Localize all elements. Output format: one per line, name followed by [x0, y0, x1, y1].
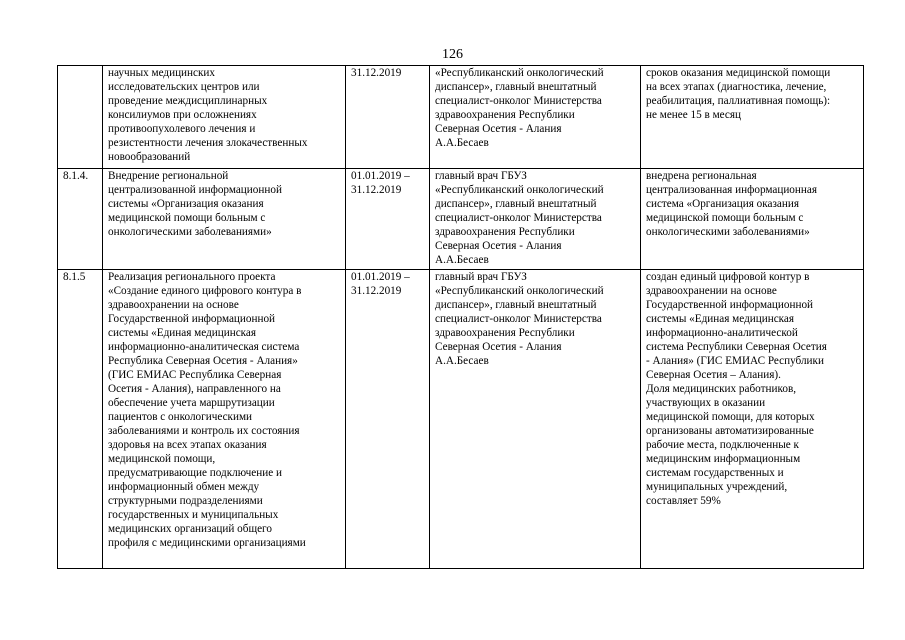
item-number-cell: 8.1.4.: [58, 169, 103, 270]
event-cell: Внедрение региональной централизованной информационной системы «Организация оказания медицинской помощи больным с онкологическими заболеваниями»: [103, 169, 346, 270]
item-number-cell: [58, 66, 103, 169]
result-cell: создан единый цифровой контур в здравоохранении на основе Государственной информационной системы «Единая медицинская информационно-аналитической система Республики Северная Осетия - Алания» (ГИС ЕМИАС Республики Северная Осетия – Алания). Доля медицинских работников, участвующих в оказании медицинской помощи, для которых организованы автоматизированные рабочие места, подключенные к медицинским информационным системам государственных и муниципальных учреждений, составляет 59%: [641, 270, 864, 569]
responsible-cell: главный врач ГБУЗ «Республиканский онкологический диспансер», главный внештатный специалист-онколог Министерства здравоохранения Республики Северная Осетия - Алания А.А.Бесаев: [430, 270, 641, 569]
responsible-cell: главный врач ГБУЗ «Республиканский онкологический диспансер», главный внештатный специалист-онколог Министерства здравоохранения Республики Северная Осетия - Алания А.А.Бесаев: [430, 169, 641, 270]
table-row: [58, 66, 864, 169]
responsible-cell: «Республиканский онкологический диспансер», главный внештатный специалист-онколог Министерства здравоохранения Республики Северная Осетия - Алания А.А.Бесаев: [430, 66, 641, 169]
item-number-cell: 8.1.5: [58, 270, 103, 569]
result-cell: внедрена региональная централизованная информационная система «Организация оказания медицинской помощи больным с онкологическими заболеваниями»: [641, 169, 864, 270]
table-row: [58, 270, 864, 569]
result-cell: сроков оказания медицинской помощи на всех этапах (диагностика, лечение, реабилитация, паллиативная помощь): не менее 15 в месяц: [641, 66, 864, 169]
plan-table: [57, 65, 864, 569]
event-cell: Реализация регионального проекта «Создание единого цифрового контура в здравоохранении на основе Государственной информационной системы «Единая медицинская информационно-аналитическая система Республика Северная Осетия - Алания» (ГИС ЕМИАС Республика Северная Осетия - Алания), направленного на обеспечение учета маршрутизации пациентов с онкологическими заболеваниями и контроль их состояния здоровья на всех этапах оказания медицинской помощи, предусматривающие подключение и информационный обмен между структурными подразделениями государственных и муниципальных медицинских организаций общего профиля с медицинскими организациями: [103, 270, 346, 569]
table-row: [58, 169, 864, 270]
page-number: 126: [442, 47, 463, 62]
dates-cell: 01.01.2019 – 31.12.2019: [346, 169, 430, 270]
dates-cell: 31.12.2019: [346, 66, 430, 169]
event-cell: научных медицинских исследовательских центров или проведение междисциплинарных консилиумов при осложнениях противоопухолевого лечения и резистентности лечения злокачественных новообразований: [103, 66, 346, 169]
dates-cell: 01.01.2019 – 31.12.2019: [346, 270, 430, 569]
